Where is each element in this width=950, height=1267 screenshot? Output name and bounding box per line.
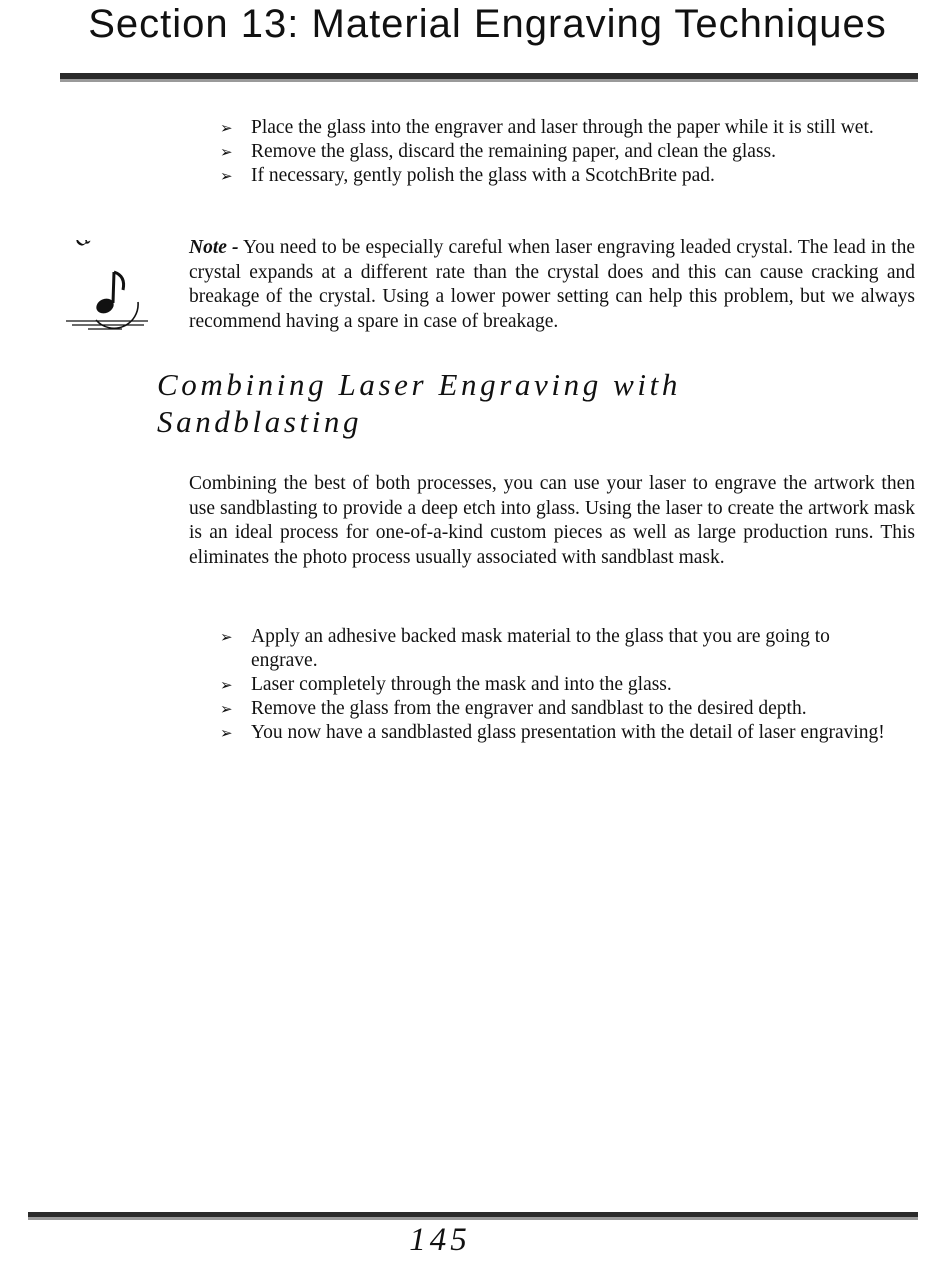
arrow-bullet-icon: ➢ <box>220 724 233 742</box>
note-body: You need to be especially careful when laser engraving leaded crystal. The lead in the crystal expands at a different rate than the crystal does and this can cause cracking and breakage of the crystal. Using a lower power setting can help this problem, but we always recommend having a spare in case of breakage. <box>189 237 915 332</box>
footer-rule <box>28 1212 918 1220</box>
list-item: ➢ You now have a sandblasted glass presentation with the detail of laser engraving! <box>220 722 885 743</box>
bullet-list-top <box>220 116 900 188</box>
list-item: ➢ Apply an adhesive backed mask material to the glass that you are going to engrave. <box>220 626 830 671</box>
arrow-bullet-icon: ➢ <box>220 143 233 161</box>
list-item: ➢ Remove the glass from the engraver and sandblast to the desired depth. <box>220 698 807 719</box>
list-item: ➢ Laser completely through the mask and into the glass. <box>220 674 672 695</box>
quick-note-text <box>189 236 915 334</box>
section-title: Section 13: Material Engraving Techniques <box>88 2 887 46</box>
arrow-bullet-icon: ➢ <box>220 628 233 646</box>
arrow-bullet-icon: ➢ <box>220 119 233 137</box>
note-label: Note - <box>189 237 239 258</box>
quick-note-icon <box>60 240 165 335</box>
arrow-bullet-icon: ➢ <box>220 676 233 694</box>
list-item: ➢ If necessary, gently polish the glass with a ScotchBrite pad. <box>220 165 715 186</box>
header-rule <box>60 73 918 82</box>
list-item: ➢ Place the glass into the engraver and laser through the paper while it is still wet. <box>220 117 874 138</box>
list-item: ➢ Remove the glass, discard the remaining paper, and clean the glass. <box>220 141 777 162</box>
body-paragraph: Combining the best of both processes, you can use your laser to engrave the artwork then use sandblasting to provide a deep etch into glass. Using the laser to create the artwork mask is an ideal process for one-of-a-kind custom pieces as well as large production runs. This eliminates the photo process usually associated with sandblast mask. <box>189 473 915 568</box>
arrow-bullet-icon: ➢ <box>220 700 233 718</box>
svg-text:Quick Note: Q <box>72 240 93 251</box>
page-number: 145 <box>409 1222 471 1258</box>
bullet-list-bottom <box>220 625 900 745</box>
arrow-bullet-icon: ➢ <box>220 167 233 185</box>
section-subheading: Combining Laser Engraving with Sandblasting <box>157 367 681 439</box>
